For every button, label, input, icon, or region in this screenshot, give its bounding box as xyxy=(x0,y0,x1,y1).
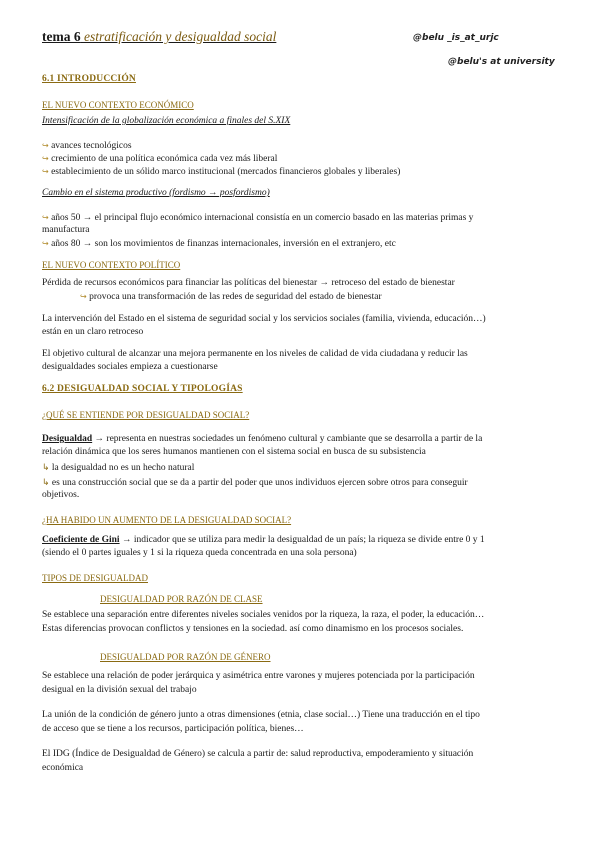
definition-text: → indicador que se utiliza para medir la desigualdad de un país; la riqueza se divide entre 0 y 1 xyxy=(119,535,485,545)
arrow-icon: ↪ xyxy=(42,141,49,150)
arrow-icon: ↪ xyxy=(42,213,49,222)
author-handle-secondary: @belu's at university xyxy=(448,57,555,67)
list-item-text: es una construcción social que se da a partir del poder que unos individuos ejercen sobre otros para conseguir xyxy=(51,478,468,488)
subheading-genero: DESIGUALDAD POR RAZÓN DE GÉNERO xyxy=(100,652,271,662)
definition-continuation: (siendo el 0 partes iguales y 1 si la riqueza queda concentrada en una sola persona) xyxy=(42,548,357,558)
subheading-tipos: TIPOS DE DESIGUALDAD xyxy=(42,573,148,583)
definition-continuation: relación dinámica que los seres humanos mantienen con el sistema social en busca de su subsistencia xyxy=(42,447,426,457)
arrow-icon: ↪ xyxy=(42,154,49,163)
arrow-icon: ↪ xyxy=(42,239,49,248)
paragraph-continuation: económica xyxy=(42,763,84,773)
section-heading-6-2: 6.2 DESIGUALDAD SOCIAL Y TIPOLOGÍAS xyxy=(42,384,243,394)
paragraph: Se establece una separación entre diferentes niveles sociales venidos por la riqueza, la raza, el poder, la educación… xyxy=(42,610,485,620)
paragraph: La intervención del Estado en el sistema de seguridad social y los servicios sociales (familia, vivienda, educación…) xyxy=(42,314,486,324)
definition-text: → representa en nuestras sociedades un fenómeno cultural y cambiante que se desarrolla a partir de la xyxy=(92,434,483,444)
list-item xyxy=(42,139,132,153)
paragraph-continuation: Estas diferencias provocan conflictos y tensiones en la sociedad. así como dinamismo en los procesos sociales. xyxy=(42,624,464,634)
list-item xyxy=(42,476,468,490)
subheading-contexto-politico: EL NUEVO CONTEXTO POLÍTICO xyxy=(42,260,181,270)
question-heading-2: ¿HA HABIDO UN AUMENTO DE LA DESIGUALDAD SOCIAL? xyxy=(42,515,292,525)
question-heading-1: ¿QUÉ SE ENTIENDE POR DESIGUALDAD SOCIAL? xyxy=(42,410,250,420)
paragraph-continuation: están en un claro retroceso xyxy=(42,327,144,337)
list-item-text: años 80 → son los movimientos de finanzas internacionales, inversión en el extranjero, etc xyxy=(51,239,396,249)
paragraph: Pérdida de recursos económicos para financiar las políticas del bienestar → retroceso del estado de bienestar xyxy=(42,278,455,288)
list-item-text: la desigualdad no es un hecho natural xyxy=(51,463,195,473)
paragraph: El IDG (Índice de Desigualdad de Género) se calcula a partir de: salud reproductiva, empoderamiento y situación xyxy=(42,749,474,759)
paragraph-continuation: desigualdades sociales empieza a cuestionarse xyxy=(42,362,218,372)
definition-desigualdad xyxy=(42,433,482,446)
arrow-icon: ↪ xyxy=(80,292,87,301)
hook-arrow-icon: ↳ xyxy=(42,462,50,472)
definition-gini xyxy=(42,534,485,547)
section-heading-6-1: 6.1 INTRODUCCIÓN xyxy=(42,74,136,84)
list-item-text: años 50 → el principal flujo económico internacional consistía en un comercio basado en las materias primas y xyxy=(51,213,474,223)
paragraph: Se establece una relación de poder jerárquica y asimétrica entre varones y mujeres potenciada por la participación xyxy=(42,671,475,681)
list-item xyxy=(80,290,382,304)
arrow-icon: ↪ xyxy=(42,167,49,176)
paragraph-continuation: desigual en la división sexual del trabajo xyxy=(42,685,197,695)
subheading-contexto-economico: EL NUEVO CONTEXTO ECONÓMICO xyxy=(42,100,194,110)
author-handle: @belu _is_at_urjc xyxy=(413,33,499,43)
hook-arrow-icon: ↳ xyxy=(42,477,50,487)
list-item-continuation: manufactura xyxy=(42,225,90,235)
paragraph: La unión de la condición de género junto a otras dimensiones (etnia, clase social…) Tiene una traducción en el tipo xyxy=(42,710,480,720)
subtopic-sistema-productivo: Cambio en el sistema productivo (fordismo → posfordismo) xyxy=(42,188,270,198)
list-item-text: avances tecnológicos xyxy=(51,141,132,151)
list-item xyxy=(42,152,277,166)
term-gini: Coeficiente de Gini xyxy=(42,535,120,545)
paragraph-continuation: de acceso que se tiene a los recursos, participación política, bienes… xyxy=(42,724,304,734)
list-item xyxy=(42,461,194,475)
list-item-text: crecimiento de una política económica cada vez más liberal xyxy=(51,154,278,164)
subtopic-globalizacion: Intensificación de la globalización económica a finales del S.XIX xyxy=(42,116,291,126)
tema-label: tema 6 xyxy=(42,29,81,44)
list-item xyxy=(42,211,473,225)
document-title xyxy=(42,29,276,45)
list-item xyxy=(42,165,400,179)
subheading-clase: DESIGUALDAD POR RAZÓN DE CLASE xyxy=(100,594,263,604)
list-item-text: provoca una transformación de las redes de seguridad del estado de bienestar xyxy=(89,292,382,302)
list-item xyxy=(42,237,396,251)
paragraph: El objetivo cultural de alcanzar una mejora permanente en los niveles de calidad de vida ciudadana y reducir las xyxy=(42,349,468,359)
term-desigualdad: Desigualdad xyxy=(42,434,93,444)
list-item-continuation: objetivos. xyxy=(42,490,80,500)
list-item-text: establecimiento de un sólido marco institucional (mercados financieros globales y liberales) xyxy=(51,167,401,177)
tema-title: estratificación y desigualdad social xyxy=(83,29,277,44)
